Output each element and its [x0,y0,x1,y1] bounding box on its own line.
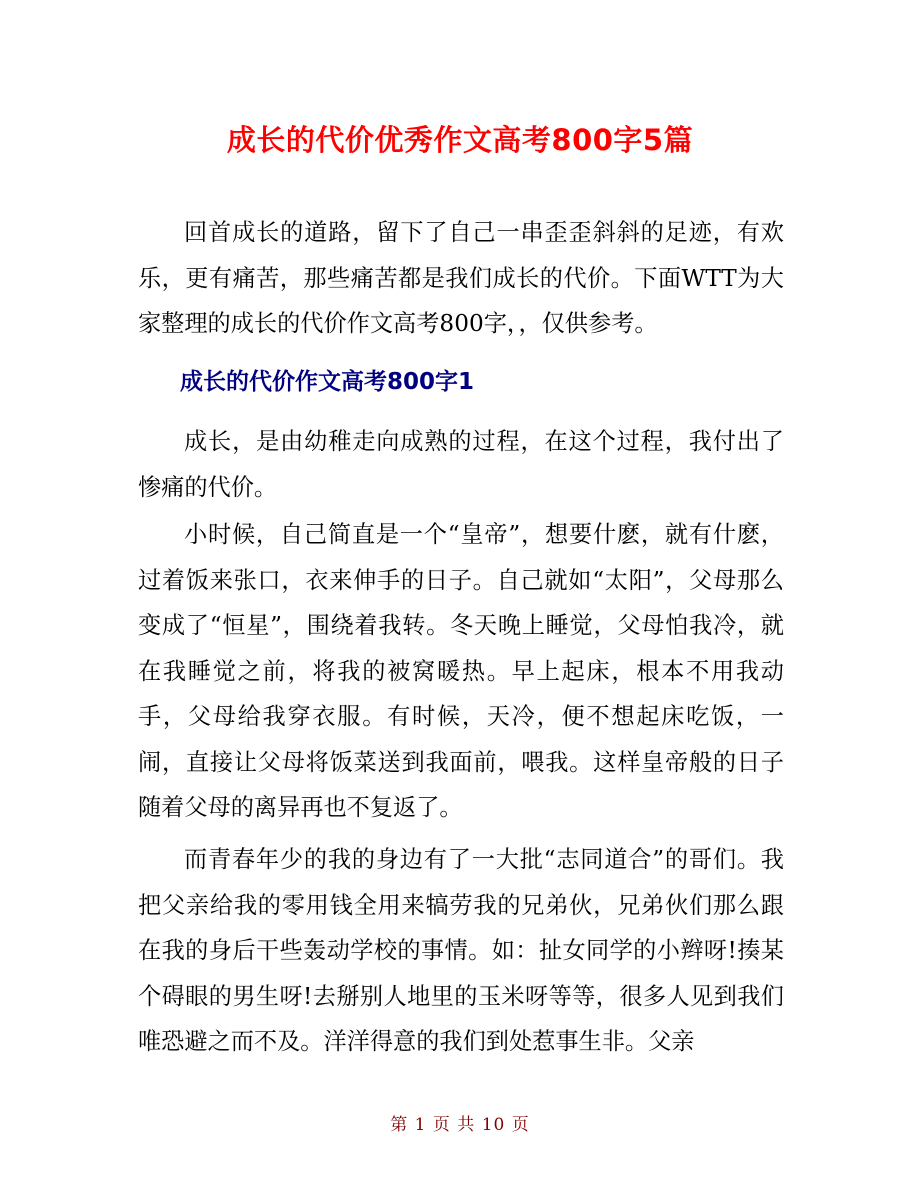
body-paragraph-1: 成长，是由幼稚走向成熟的过程，在这个过程，我付出了惨痛的代价。 [138,428,784,501]
page-number-footer: 第 1 页 共 10 页 [390,1115,530,1135]
body-paragraph-2: 小时候，自己简直是一个“皇帝”，想要什麽，就有什麽，过着饭来张口，衣来伸手的日子。自己就如“太阳”，父母那么变成了“恒星”，围绕着我转。冬天晚上睡觉，父母怕我冷，就在我睡觉之前，将我的被窝暖热。早上起床，根本不用我动手，父母给我穿衣服。有时候，天冷，便不想起床吃饭，一闹，直接让父母将饭菜送到我面前，喂我。这样皇帝般的日子随着父母的离异再也不复返了。 [138,521,784,821]
body-paragraph-3: 而青春年少的我的身边有了一大批“志同道合”的哥们。我把父亲给我的零用钱全用来犒劳我的兄弟伙，兄弟伙们那么跟在我的身后干些轰动学校的事情。如：扯女同学的小辫呀!揍某个碍眼的男生呀!去掰别人地里的玉米呀等等，很多人见到我们唯恐避之而不及。洋洋得意的我们到处惹事生非。父亲 [138,846,784,1055]
document-title: 成长的代价优秀作文高考800字5篇 [226,123,694,157]
intro-paragraph: 回首成长的道路，留下了自己一串歪歪斜斜的足迹，有欢乐，更有痛苦，那些痛苦都是我们成长的代价。下面WTT为大家整理的成长的代价作文高考800字，，仅供参考。 [138,219,784,337]
section-heading: 成长的代价作文高考800字1 [180,369,475,395]
